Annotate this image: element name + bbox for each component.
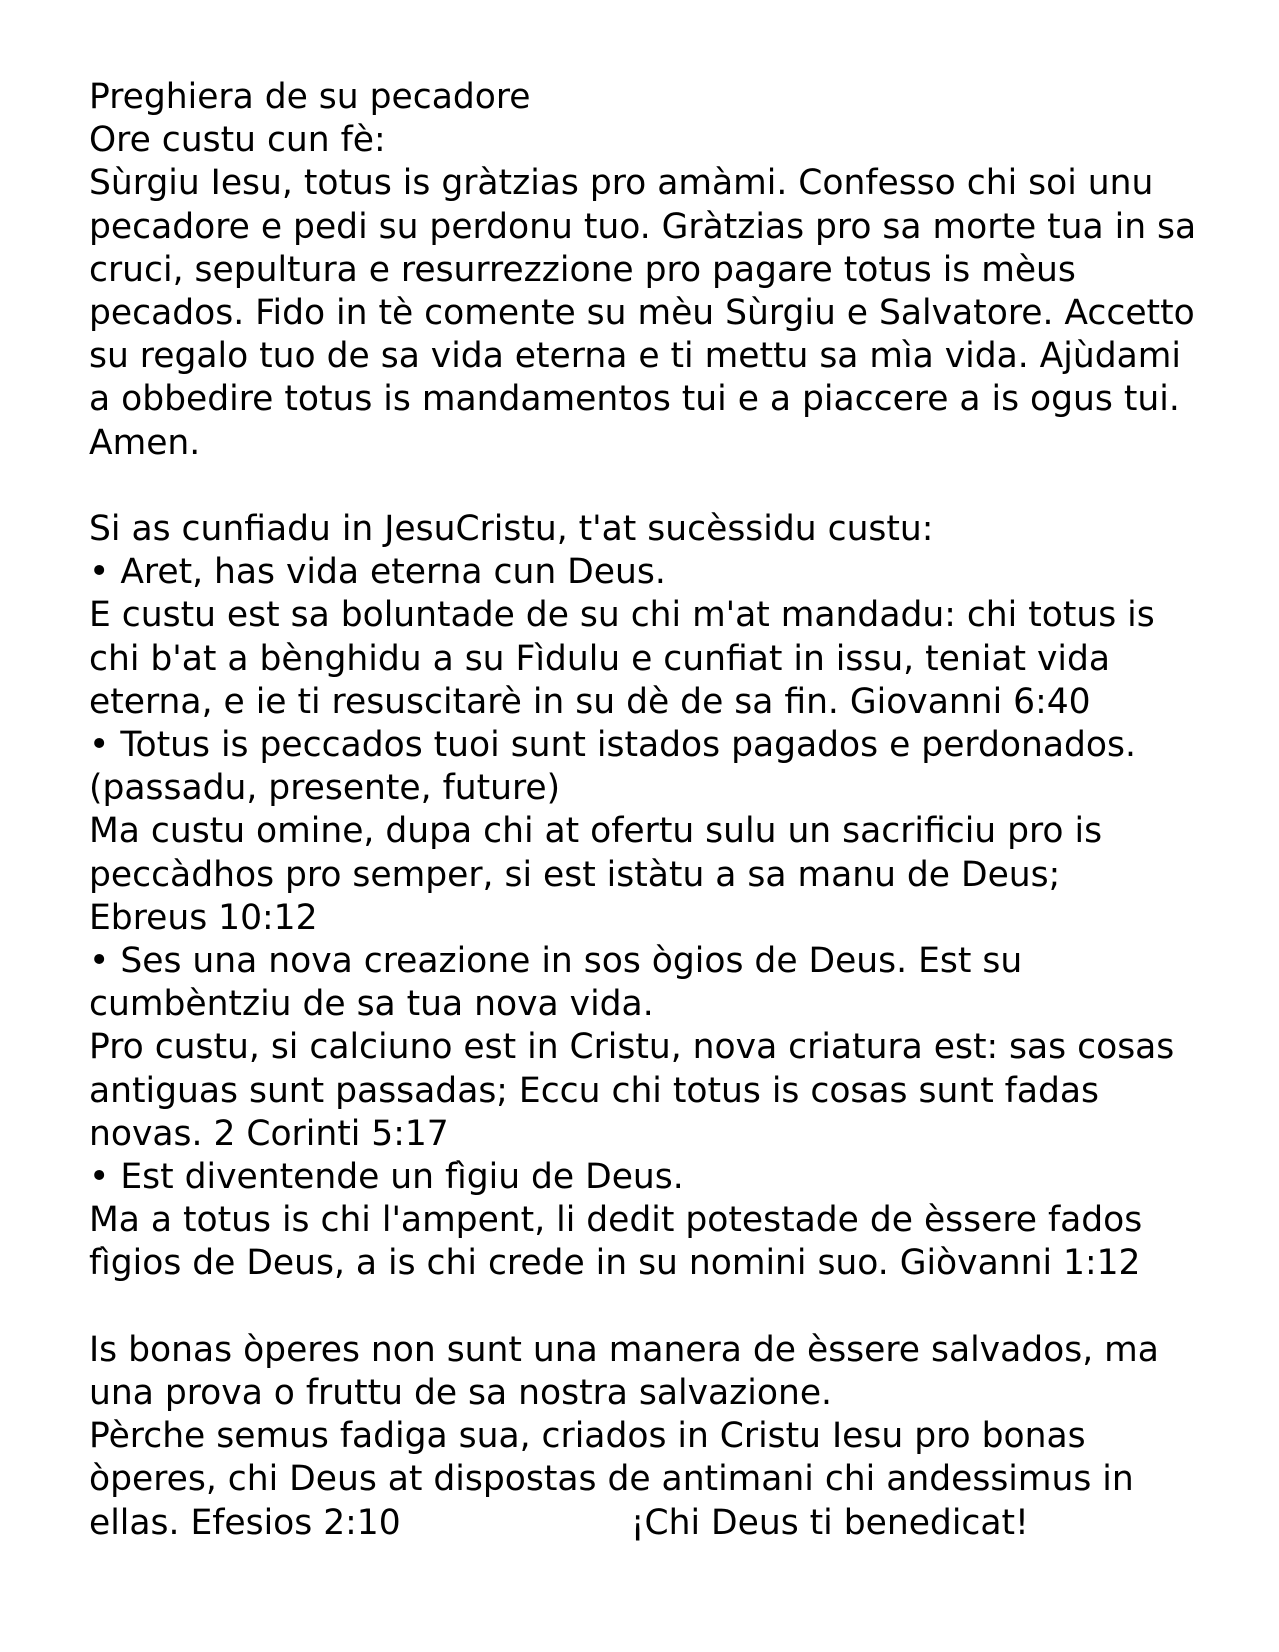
section-line: • Totus is peccados tuoi sunt istados pagados e perdonados. [89,725,1136,766]
section-line: Ebreus 10:12 [89,897,318,938]
section-line: Is bonas òperes non sunt una manera de èssere salvados, ma [89,1329,1159,1370]
closing-blessing: ¡Chi Deus ti benedicat! [630,1502,1029,1543]
prayer-line: cruci, sepultura e resurrezzione pro pagare totus is mèus [89,249,1076,290]
prayer-line: Amen. [89,422,201,463]
prayer-paragraph [89,162,1249,464]
section-line: chi b'at a bènghidu a su Fìdulu e cunfiat in issu, teniat vida [89,638,1111,679]
section-line: E custu est sa boluntade de su chi m'at mandadu: chi totus is [89,595,1155,636]
last-line [89,1502,1249,1545]
document-title: Preghiera de su pecadore [89,77,531,117]
paragraph-spacer [89,1286,1249,1329]
section-line: òperes, chi Deus at dispostas de antimani chi andessimus in [89,1459,1134,1500]
section-line: • Aret, has vida eterna cun Deus. [89,552,666,593]
section-line: Ma custu omine, dupa chi at ofertu sulu un sacrificiu pro is [89,811,1103,852]
scripture-reference: ellas. Efesios 2:10 [89,1502,401,1543]
document-page [89,76,1249,1545]
section-line: cumbèntziu de sa tua nova vida. [89,984,654,1025]
benefits-section [89,508,1249,1286]
section-line: Ma a totus is chi l'ampent, li dedit potestade de èssere fados [89,1200,1143,1241]
section-line: (passadu, presente, future) [89,768,561,809]
prayer-line: Sùrgiu Iesu, totus is gràtzias pro amàmi. Confesso chi soi unu [89,163,1154,204]
prayer-line: pecadore e pedi su perdonu tuo. Gràtzias pro sa morte tua in sa [89,206,1197,247]
prayer-line: a obbedire totus is mandamentos tui e a piaccere a is ogus tui. [89,379,1180,420]
section-line: • Ses una nova creazione in sos ògios de Deus. Est su [89,941,1023,982]
section-line: una prova o fruttu de sa nostra salvazione. [89,1373,833,1414]
section-line: • Est diventende un fìgiu de Deus. [89,1157,684,1198]
paragraph-spacer [89,465,1249,508]
prayer-line: su regalo tuo de sa vida eterna e ti mettu sa mìa vida. Ajùdami [89,336,1181,377]
section-line: peccàdhos pro semper, si est istàtu a sa manu de Deus; [89,854,1061,895]
section-line: novas. 2 Corinti 5:17 [89,1113,449,1154]
good-works-section [89,1329,1249,1545]
prayer-line: pecados. Fido in tè comente su mèu Sùrgiu e Salvatore. Accetto [89,293,1195,334]
section-line: Pèrche semus fadiga sua, criados in Cristu Iesu pro bonas [89,1416,1086,1457]
section-line: Si as cunfiadu in JesuCristu, t'at sucèssidu custu: [89,509,934,550]
section-line: antiguas sunt passadas; Eccu chi totus is cosas sunt fadas [89,1070,1099,1111]
section-line: eterna, e ie ti resuscitarè in su dè de sa fin. Giovanni 6:40 [89,681,1091,722]
section-line: Pro custu, si calciuno est in Cristu, nova criatura est: sas cosas [89,1027,1175,1068]
intro-line: Ore custu cun fè: [89,120,386,161]
section-line: fìgios de Deus, a is chi crede in su nomini suo. Giòvanni 1:12 [89,1243,1141,1284]
